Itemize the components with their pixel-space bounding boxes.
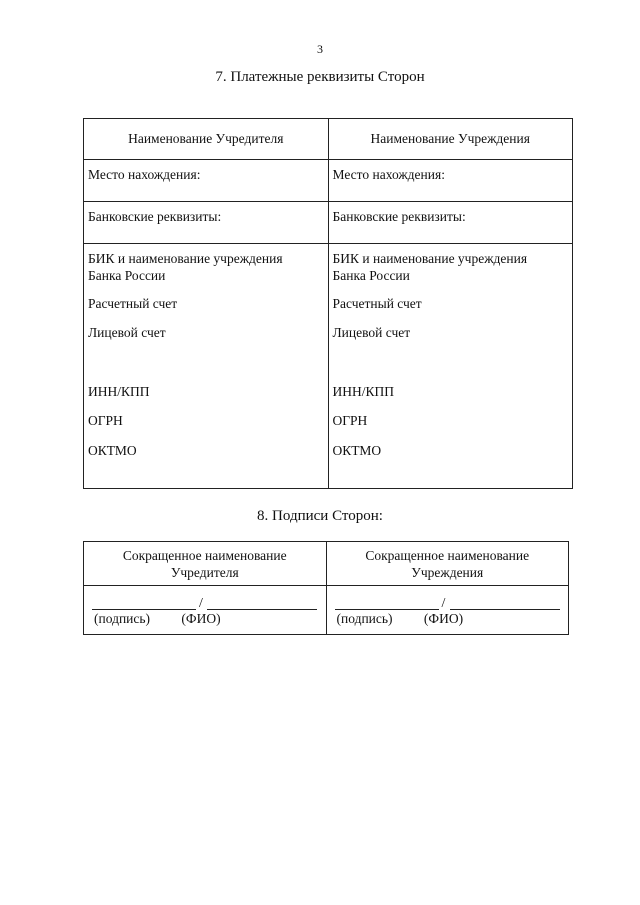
founder-bik-line1: БИК и наименование учреждения [88,251,283,266]
location-row [84,160,573,202]
founder-account-label: Расчетный счет [88,296,178,311]
institution-header-line2: Учреждения [411,564,484,580]
section-7-title: 7. Платежные реквизиты Сторон [215,69,425,85]
details-row [84,244,573,489]
founder-short-name-header [84,542,327,586]
bank-row [84,202,573,244]
founder-signature-slash: / [199,596,203,611]
institution-signature-slash: / [441,596,446,611]
founder-signature-cell [84,586,327,635]
institution-inn-label: ИНН/КПП [332,384,395,399]
signature-row [84,586,569,635]
institution-short-name-header [326,542,569,586]
institution-header-line1: Сокращенное наименование [365,547,530,563]
founder-location-label: Место нахождения: [88,167,201,182]
institution-personal-account-label: Лицевой счет [332,325,411,340]
institution-fio-label: (ФИО) [423,611,464,626]
institution-ogrn-label: ОГРН [332,413,368,428]
signatures-header-row [84,542,569,586]
institution-location-label: Место нахождения: [332,167,445,182]
institution-bank-label: Банковские реквизиты: [332,209,466,224]
institution-bik-line2: Банка России [332,268,410,283]
institution-fio-blank [450,609,560,610]
institution-signature-label: (подпись) [336,611,393,626]
founder-header-line2: Учредителя [170,564,239,580]
institution-account-label: Расчетный счет [332,296,422,311]
institution-bik-line1: БИК и наименование учреждения [332,251,528,266]
table-header-row [84,119,573,160]
founder-fio-blank [207,609,317,610]
institution-signature-line [335,590,561,610]
founder-signature-line [92,590,318,610]
signatures-table [83,541,569,635]
section-8-title: 8. Подписи Сторон: [257,508,383,524]
institution-oktmo-label: ОКТМО [332,443,382,458]
institution-details-cell [328,244,573,489]
founder-signature-label: (подпись) [94,611,151,626]
founder-ogrn-label: ОГРН [88,413,123,428]
payment-details-table [83,118,573,489]
institution-signature-blank [335,609,439,610]
founder-oktmo-label: ОКТМО [88,443,137,458]
founder-bik-line2: Банка России [88,268,166,283]
page-number: 3 [317,42,323,56]
founder-fio-label: (ФИО) [181,611,221,626]
founder-header-line1: Сокращенное наименование [122,547,287,563]
founder-details-cell [84,244,329,489]
founder-signature-blank [92,609,196,610]
institution-signature-cell [326,586,569,635]
founder-inn-label: ИНН/КПП [88,384,150,399]
founder-column-header: Наименование Учредителя [84,119,329,160]
founder-personal-account-label: Лицевой счет [88,325,166,340]
institution-column-header: Наименование Учреждения [328,119,573,160]
founder-bank-label: Банковские реквизиты: [88,209,222,224]
